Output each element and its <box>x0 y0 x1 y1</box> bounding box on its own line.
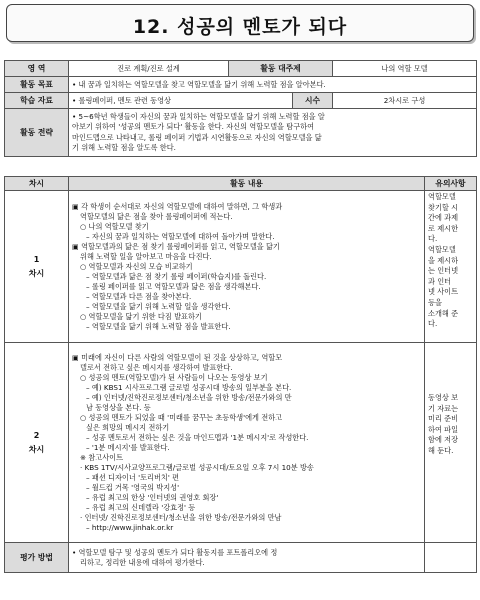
note-line: 간에 과제 <box>428 213 459 223</box>
session-unit: 차시 <box>28 444 45 454</box>
note-line: 미리 준비 <box>428 414 459 424</box>
content-line: ○ 성공의 멘토(역할모델)가 된 사람들이 나오는 동영상 보기 <box>80 372 268 382</box>
note-line: 과 인터 <box>428 276 452 286</box>
evaluation-line: 리하고, 정리한 내용에 대하여 평가한다. <box>80 557 205 567</box>
content-line: – 예) 인터넷/진학진로정보센터/청소년을 위한 방송/전문가와의 만 <box>86 392 292 402</box>
goal-row <box>5 77 477 93</box>
activity-table <box>4 176 477 573</box>
target-value: 나의 역할 모델 <box>333 61 477 77</box>
content-line: – 역할모델을 닮기 위해 노력할 일을 생각한다. <box>86 301 231 311</box>
session-2-notes <box>425 343 477 543</box>
activity-header-row <box>5 177 477 191</box>
note-line: 다. <box>428 319 438 329</box>
content-line: – 유럽 최고의 신데렐라 '강효정' 등 <box>86 502 196 512</box>
goal-value: • 내 꿈과 일치하는 역할모델을 찾고 역할모델을 닮기 위해 노력할 점을 알아본다. <box>69 77 477 93</box>
page-title: 12. 성공의 멘토가 되다 <box>132 16 348 38</box>
content-line: 역할모델의 닮은 점을 찾아 롤링페이퍼에 적는다. <box>80 211 233 221</box>
content-line: – 패션 디자이너 '토리버치' 편 <box>86 472 180 482</box>
content-line: – 역할모델을 닮기 위해 노력할 점을 발표한다. <box>86 321 231 331</box>
strategy-row <box>5 109 477 157</box>
material-row <box>5 93 477 109</box>
strategy-line: 기 위해 노력할 점을 알도록 한다. <box>72 142 176 152</box>
content-line: – 자신의 꿈과 일치하는 역할모델에 대하여 돌아가며 말한다. <box>86 231 275 241</box>
note-line: 는 인터넷 <box>428 266 459 276</box>
notes-header: 유의사항 <box>425 177 477 191</box>
content-line: 델로서 전하고 싶은 메시지를 생각하여 발표한다. <box>80 362 233 372</box>
content-line: 남 동영상을 본다. 등 <box>86 402 151 412</box>
strategy-line: • 5~6학년 학생들이 자신의 꿈과 일치하는 역할모델을 닮기 위해 노력할 점을 알 <box>72 112 325 122</box>
note-line: 함에 저장 <box>428 435 459 445</box>
evaluation-line: • 역할모델 탐구 및 성공의 멘토가 되다 활동지를 포트폴리오에 정 <box>72 547 278 557</box>
session-number: 2 <box>33 430 40 440</box>
strategy-value <box>69 109 477 157</box>
note-line: 소개해 준 <box>428 308 459 318</box>
area-value: 진로 계획/진로 설계 <box>69 61 229 77</box>
note-line: 찾기할 시 <box>428 202 459 212</box>
content-line: · 인터넷/ 진학진로정보센터/청소년을 위한 방송/전문가와의 만남 <box>80 512 282 522</box>
session-number: 1 <box>33 254 40 264</box>
note-line: 해 둔다. <box>428 445 454 455</box>
content-line: ▣ 각 학생이 순서대로 자신의 역할모델에 대하여 말하면, 그 학생과 <box>72 201 283 211</box>
session-1-cell <box>5 191 69 343</box>
period-label: 시수 <box>293 93 333 109</box>
evaluation-row <box>5 543 477 573</box>
strategy-label: 활동 전략 <box>5 109 69 157</box>
content-header: 활동 내용 <box>69 177 425 191</box>
session-1-notes <box>425 191 477 343</box>
content-line: ※ 참고사이트 <box>80 452 124 462</box>
material-value: • 롤링페이퍼, 멘토 관련 동영상 <box>69 93 293 109</box>
session-2-cell <box>5 343 69 543</box>
content-line: – 롤링 페이퍼를 읽고 역할모델과 닮은 점을 생각해본다. <box>86 281 261 291</box>
session-header: 차시 <box>5 177 69 191</box>
content-line: – 월드컵 거목 '영국의 박지성' <box>86 482 180 492</box>
period-value: 2차시로 구성 <box>333 93 477 109</box>
session-2-content <box>69 343 425 543</box>
note-line: 을 제시하 <box>428 255 459 265</box>
content-line: – 유럽 최고의 한상 '인터넷의 권영호 회장' <box>86 492 219 502</box>
area-row <box>5 61 477 77</box>
content-line: ▣ 역할모델과의 닮은 점 찾기 롤링페이퍼를 읽고, 역할모델을 닮기 <box>72 241 280 251</box>
session-1-row <box>5 191 477 343</box>
content-line: – http://www.jinhak.or.kr <box>86 522 174 532</box>
note-line: 역할모델 <box>428 192 456 201</box>
content-line: ○ 역할모델을 닮기 위한 다짐 발표하기 <box>80 311 202 321</box>
session-1-content <box>69 191 425 343</box>
info-table <box>4 60 477 157</box>
content-line: · KBS 1TV/시사교양프로그램/글로벌 성공시대/토요일 오후 7시 10분 방송 <box>80 462 314 472</box>
content-line: ▣ 미래에 자신이 다른 사람의 역할모델이 된 것을 상상하고, 역할모 <box>72 352 283 362</box>
note-line: 등을 <box>428 297 442 307</box>
content-line: – 성공 멘토로서 전하는 싶은 것을 마인드맵과 '1분 메시지'로 작성한다. <box>86 432 309 442</box>
content-line: – '1분 메시지'를 발표한다. <box>86 442 170 452</box>
content-line: 싶은 희망의 메시지 전하기 <box>86 422 170 432</box>
session-2-row <box>5 343 477 543</box>
material-label: 학습 자료 <box>5 93 69 109</box>
content-line: – 역할모델과 다른 점을 찾아본다. <box>86 291 192 301</box>
note-line: 넷 사이트 <box>428 287 459 297</box>
area-label: 영 역 <box>5 61 69 77</box>
evaluation-content <box>69 543 425 573</box>
note-line: 다. <box>428 234 438 244</box>
note-line: 하여 파일 <box>428 424 459 434</box>
content-line: – 예) KBS1 시사프로그램 글로벌 성공시대 방송의 일부분을 본다. <box>86 382 292 392</box>
title-box <box>6 4 474 42</box>
target-label: 활동 대주제 <box>229 61 333 77</box>
note-line: 동영상 보 <box>428 393 459 402</box>
content-line: – 역할모델과 닮은 점 찾기 롤링 페이퍼(학습지)를 돌린다. <box>86 271 267 281</box>
note-line: 역할모델 <box>428 244 456 254</box>
goal-label: 활동 목표 <box>5 77 69 93</box>
content-line: 위해 노력할 일을 알아보고 마음을 다진다. <box>80 251 212 261</box>
session-unit: 차시 <box>28 268 45 278</box>
content-line: ○ 역할모델과 자신의 모습 비교하기 <box>80 261 193 271</box>
content-line: ○ 나의 역할모델 찾기 <box>80 221 149 231</box>
strategy-line: 마인드맵으로 나타내고, 롤링 페이퍼 기법과 시연활동으로 자신의 역할모델을 닮 <box>72 132 322 142</box>
note-line: 기 자료는 <box>428 403 459 413</box>
note-line: 로 제시한 <box>428 223 459 233</box>
evaluation-notes <box>425 543 477 573</box>
content-line: ○ 성공의 멘토가 되었을 때 '미래를 꿈꾸는 초등학생'에게 전하고 <box>80 412 283 422</box>
evaluation-label: 평가 방법 <box>5 543 69 573</box>
strategy-line: 아보기 위하여 '성공의 멘토가 되다' 활동을 한다. 자신의 역할모델을 탐구하여 <box>72 122 315 132</box>
